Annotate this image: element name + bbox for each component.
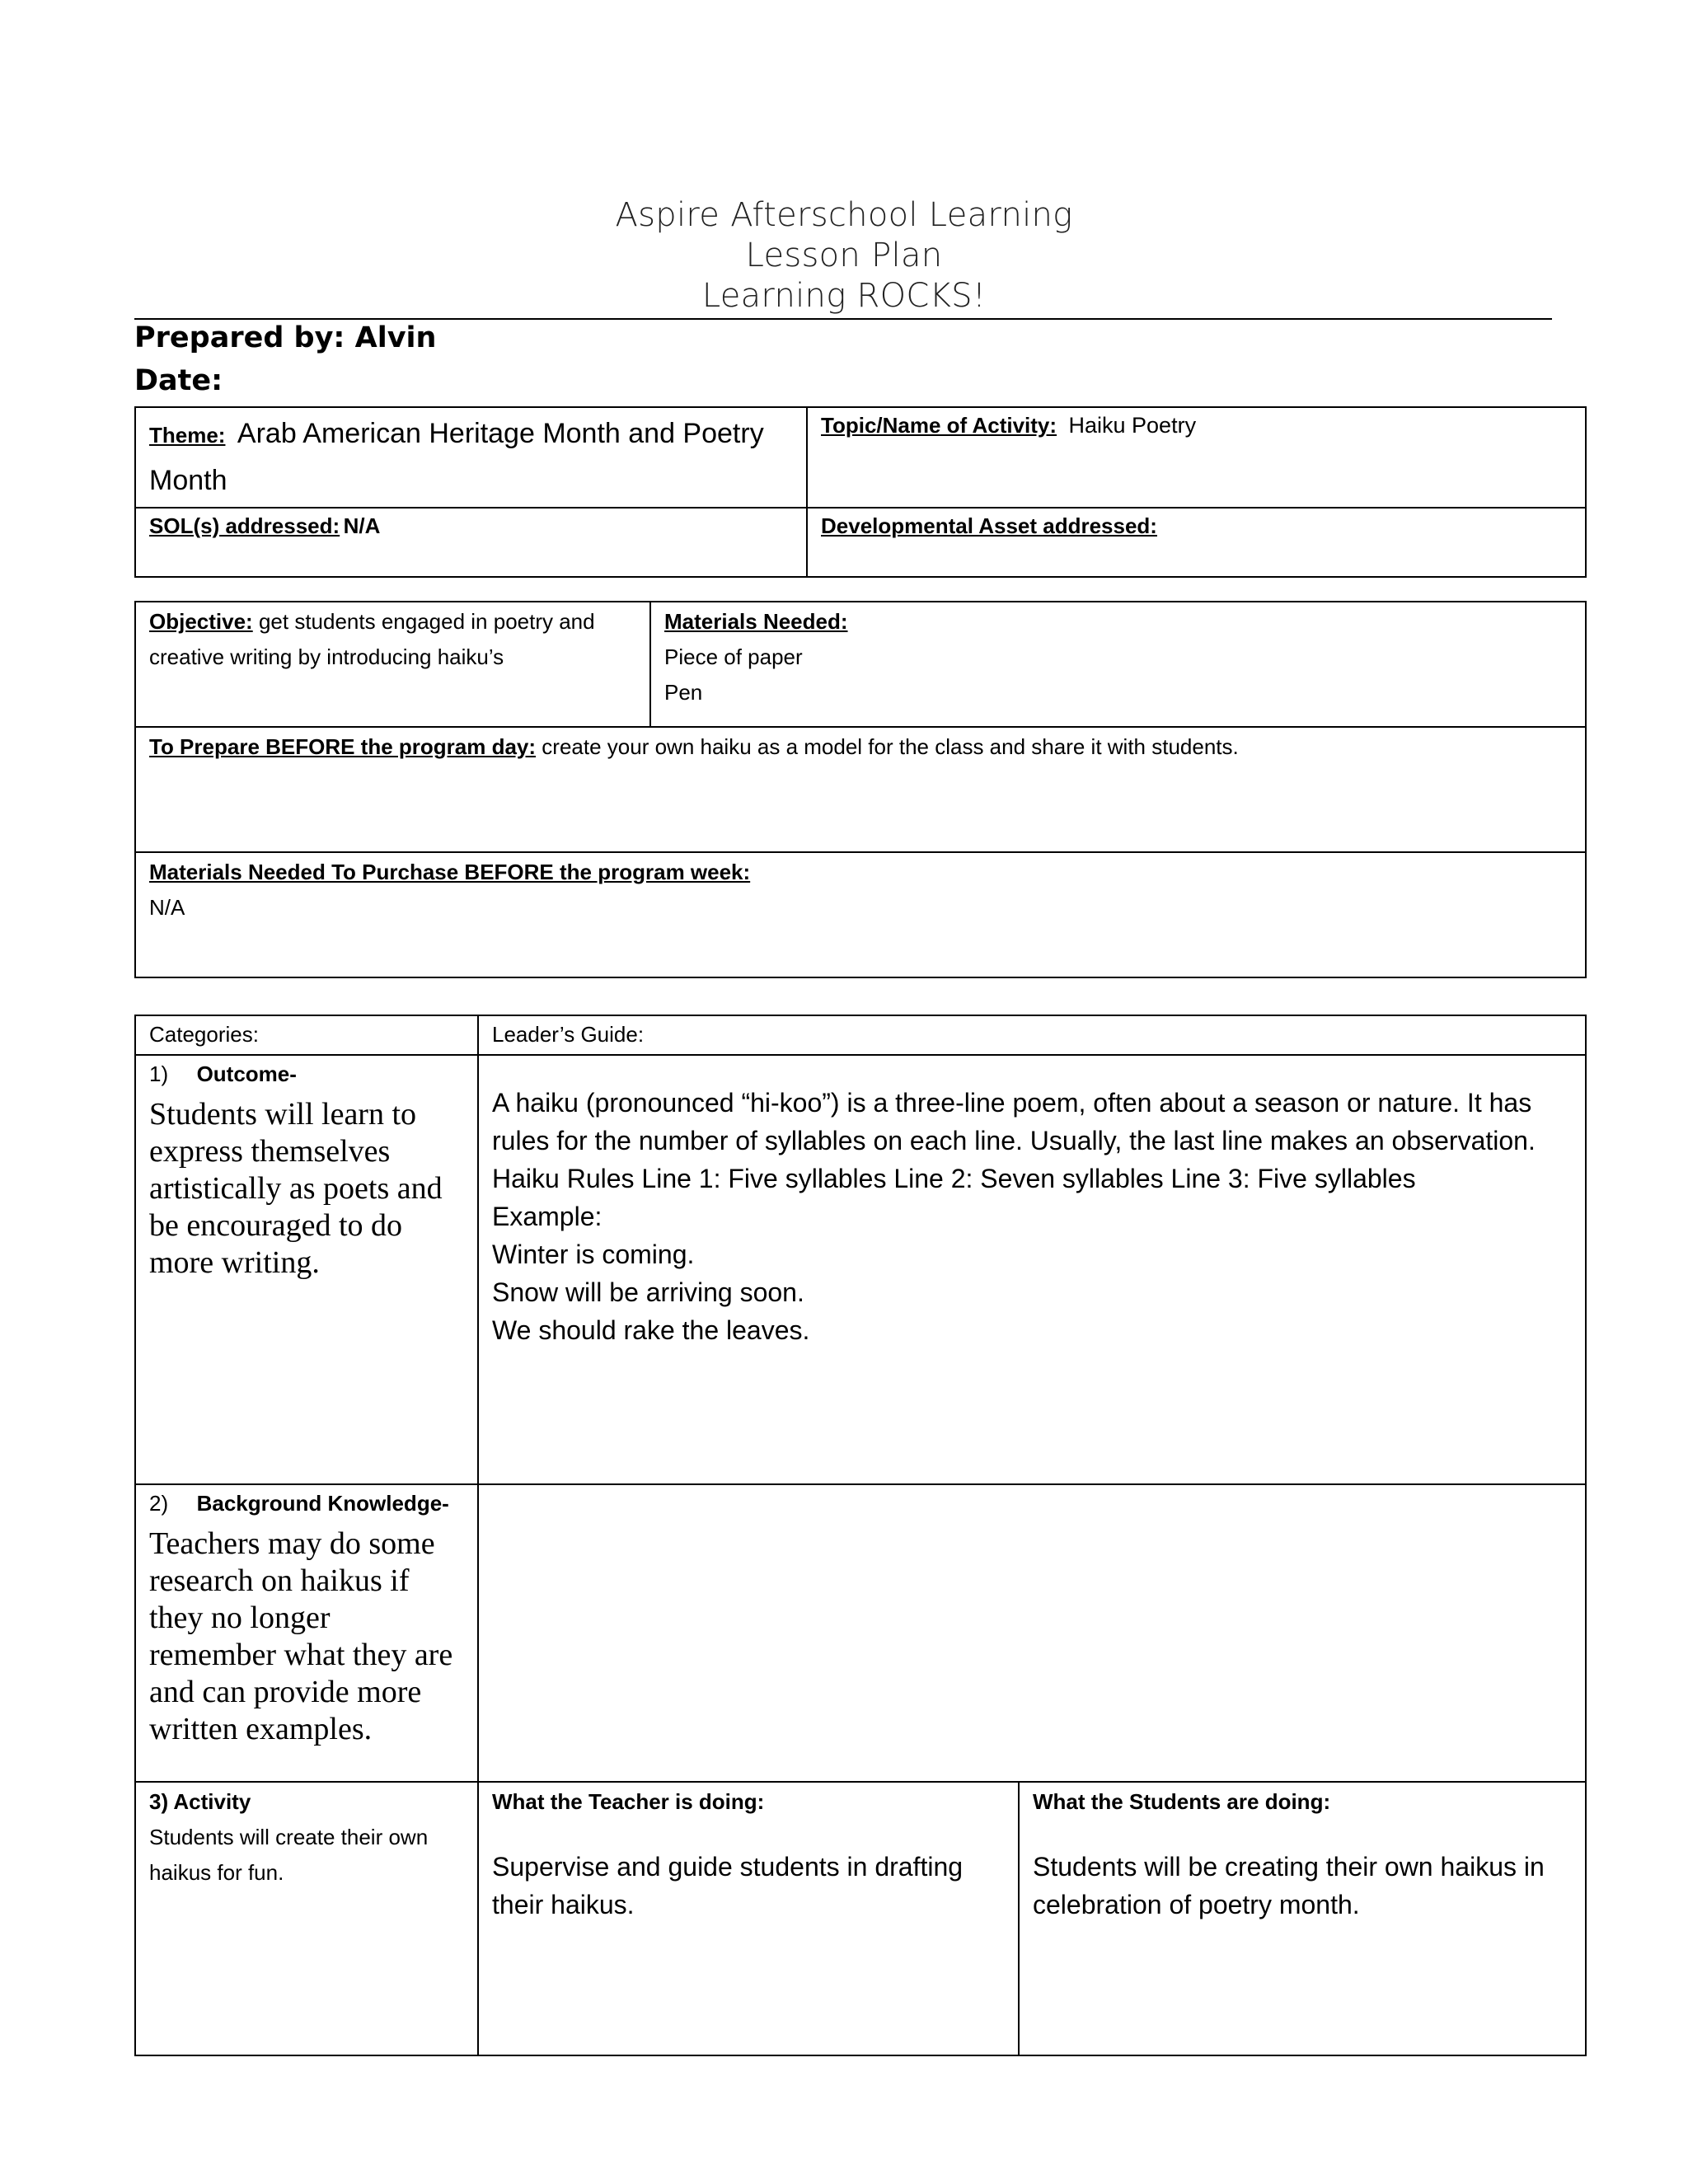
background-label: Background Knowledge- [196,1491,449,1516]
example-label: Example: [492,1202,603,1231]
activity-cell [135,1782,478,2055]
date-label: Date: [134,364,223,397]
purchase-value: N/A [149,895,185,920]
prepare-label: To Prepare BEFORE the program day: [149,734,537,759]
objective-value: get students engaged in poetry and creative writing by introducing haiku’s [149,609,595,669]
topic-cell [807,407,1586,508]
students-header: What the Students are doing: [1033,1789,1331,1814]
header-line-2: Lesson Plan [745,237,943,274]
haiku-line-1: Winter is coming. [492,1240,695,1269]
header-rule [134,318,1552,320]
activity-label: 3) Activity [149,1789,251,1814]
topic-value: Haiku Poetry [1068,413,1197,438]
prepare-value: create your own haiku as a model for the class and share it with students. [542,734,1239,759]
objective-cell [135,602,650,727]
leaders-guide-header: Leader’s Guide: [478,1015,1586,1055]
teacher-header: What the Teacher is doing: [492,1789,765,1814]
outcome-guide-cell [478,1055,1586,1484]
students-cell [1019,1782,1586,2055]
haiku-description: A haiku (pronounced “hi-koo”) is a three-line poem, often about a season or nature. It has rules for the number of syllables on each line. Usually, the last line makes an observation. Haiku Rules Line 1: Five syllables Line 2: Seven syllables Line 3: Five syllables [492,1088,1536,1193]
prepared-by: Prepared by: Alvin [134,321,437,354]
background-text: Teachers may do some research on haikus if they no longer remember what they are and can provide more written examples. [149,1526,453,1746]
topic-label: Topic/Name of Activity: [821,413,1057,438]
teacher-text: Supervise and guide students in drafting their haikus. [492,1852,964,1919]
asset-label: Developmental Asset addressed: [821,513,1157,538]
haiku-line-3: We should rake the leaves. [492,1315,810,1345]
materials-item: Piece of paper [664,644,803,669]
materials-cell [650,602,1586,727]
sol-cell [135,508,807,577]
sol-label: SOL(s) addressed: [149,513,340,538]
activity-text: Students will create their own haikus for fun. [149,1825,429,1885]
haiku-line-2: Snow will be arriving soon. [492,1277,804,1307]
materials-label: Materials Needed: [664,609,848,634]
prepare-cell [135,727,1586,852]
students-text: Students will be creating their own haikus in celebration of poetry month. [1033,1852,1545,1919]
background-guide-cell [478,1484,1586,1782]
theme-value: Arab American Heritage Month and Poetry Month [149,418,764,496]
purchase-label: Materials Needed To Purchase BEFORE the program week: [149,860,751,884]
theme-label: Theme: [149,423,226,448]
background-cell [135,1484,478,1782]
objective-label: Objective: [149,609,253,634]
outcome-number: 1) [149,1062,169,1086]
categories-header: Categories: [135,1015,478,1055]
guide-table [134,1015,1587,2056]
theme-cell [135,407,807,508]
header-line-3: Learning ROCKS! [701,277,987,315]
teacher-cell [478,1782,1019,2055]
outcome-label: Outcome- [196,1062,297,1086]
purchase-cell [135,852,1586,977]
outcome-text: Students will learn to express themselves artistically as poets and be encouraged to do more writing. [149,1097,443,1280]
materials-item: Pen [664,680,703,705]
asset-cell [807,508,1586,577]
header-line-1: Aspire Afterschool Learning [615,196,1073,234]
background-number: 2) [149,1491,169,1516]
prep-table [134,601,1587,978]
sol-value: N/A [343,513,381,538]
outcome-cell [135,1055,478,1484]
info-table [134,406,1587,578]
